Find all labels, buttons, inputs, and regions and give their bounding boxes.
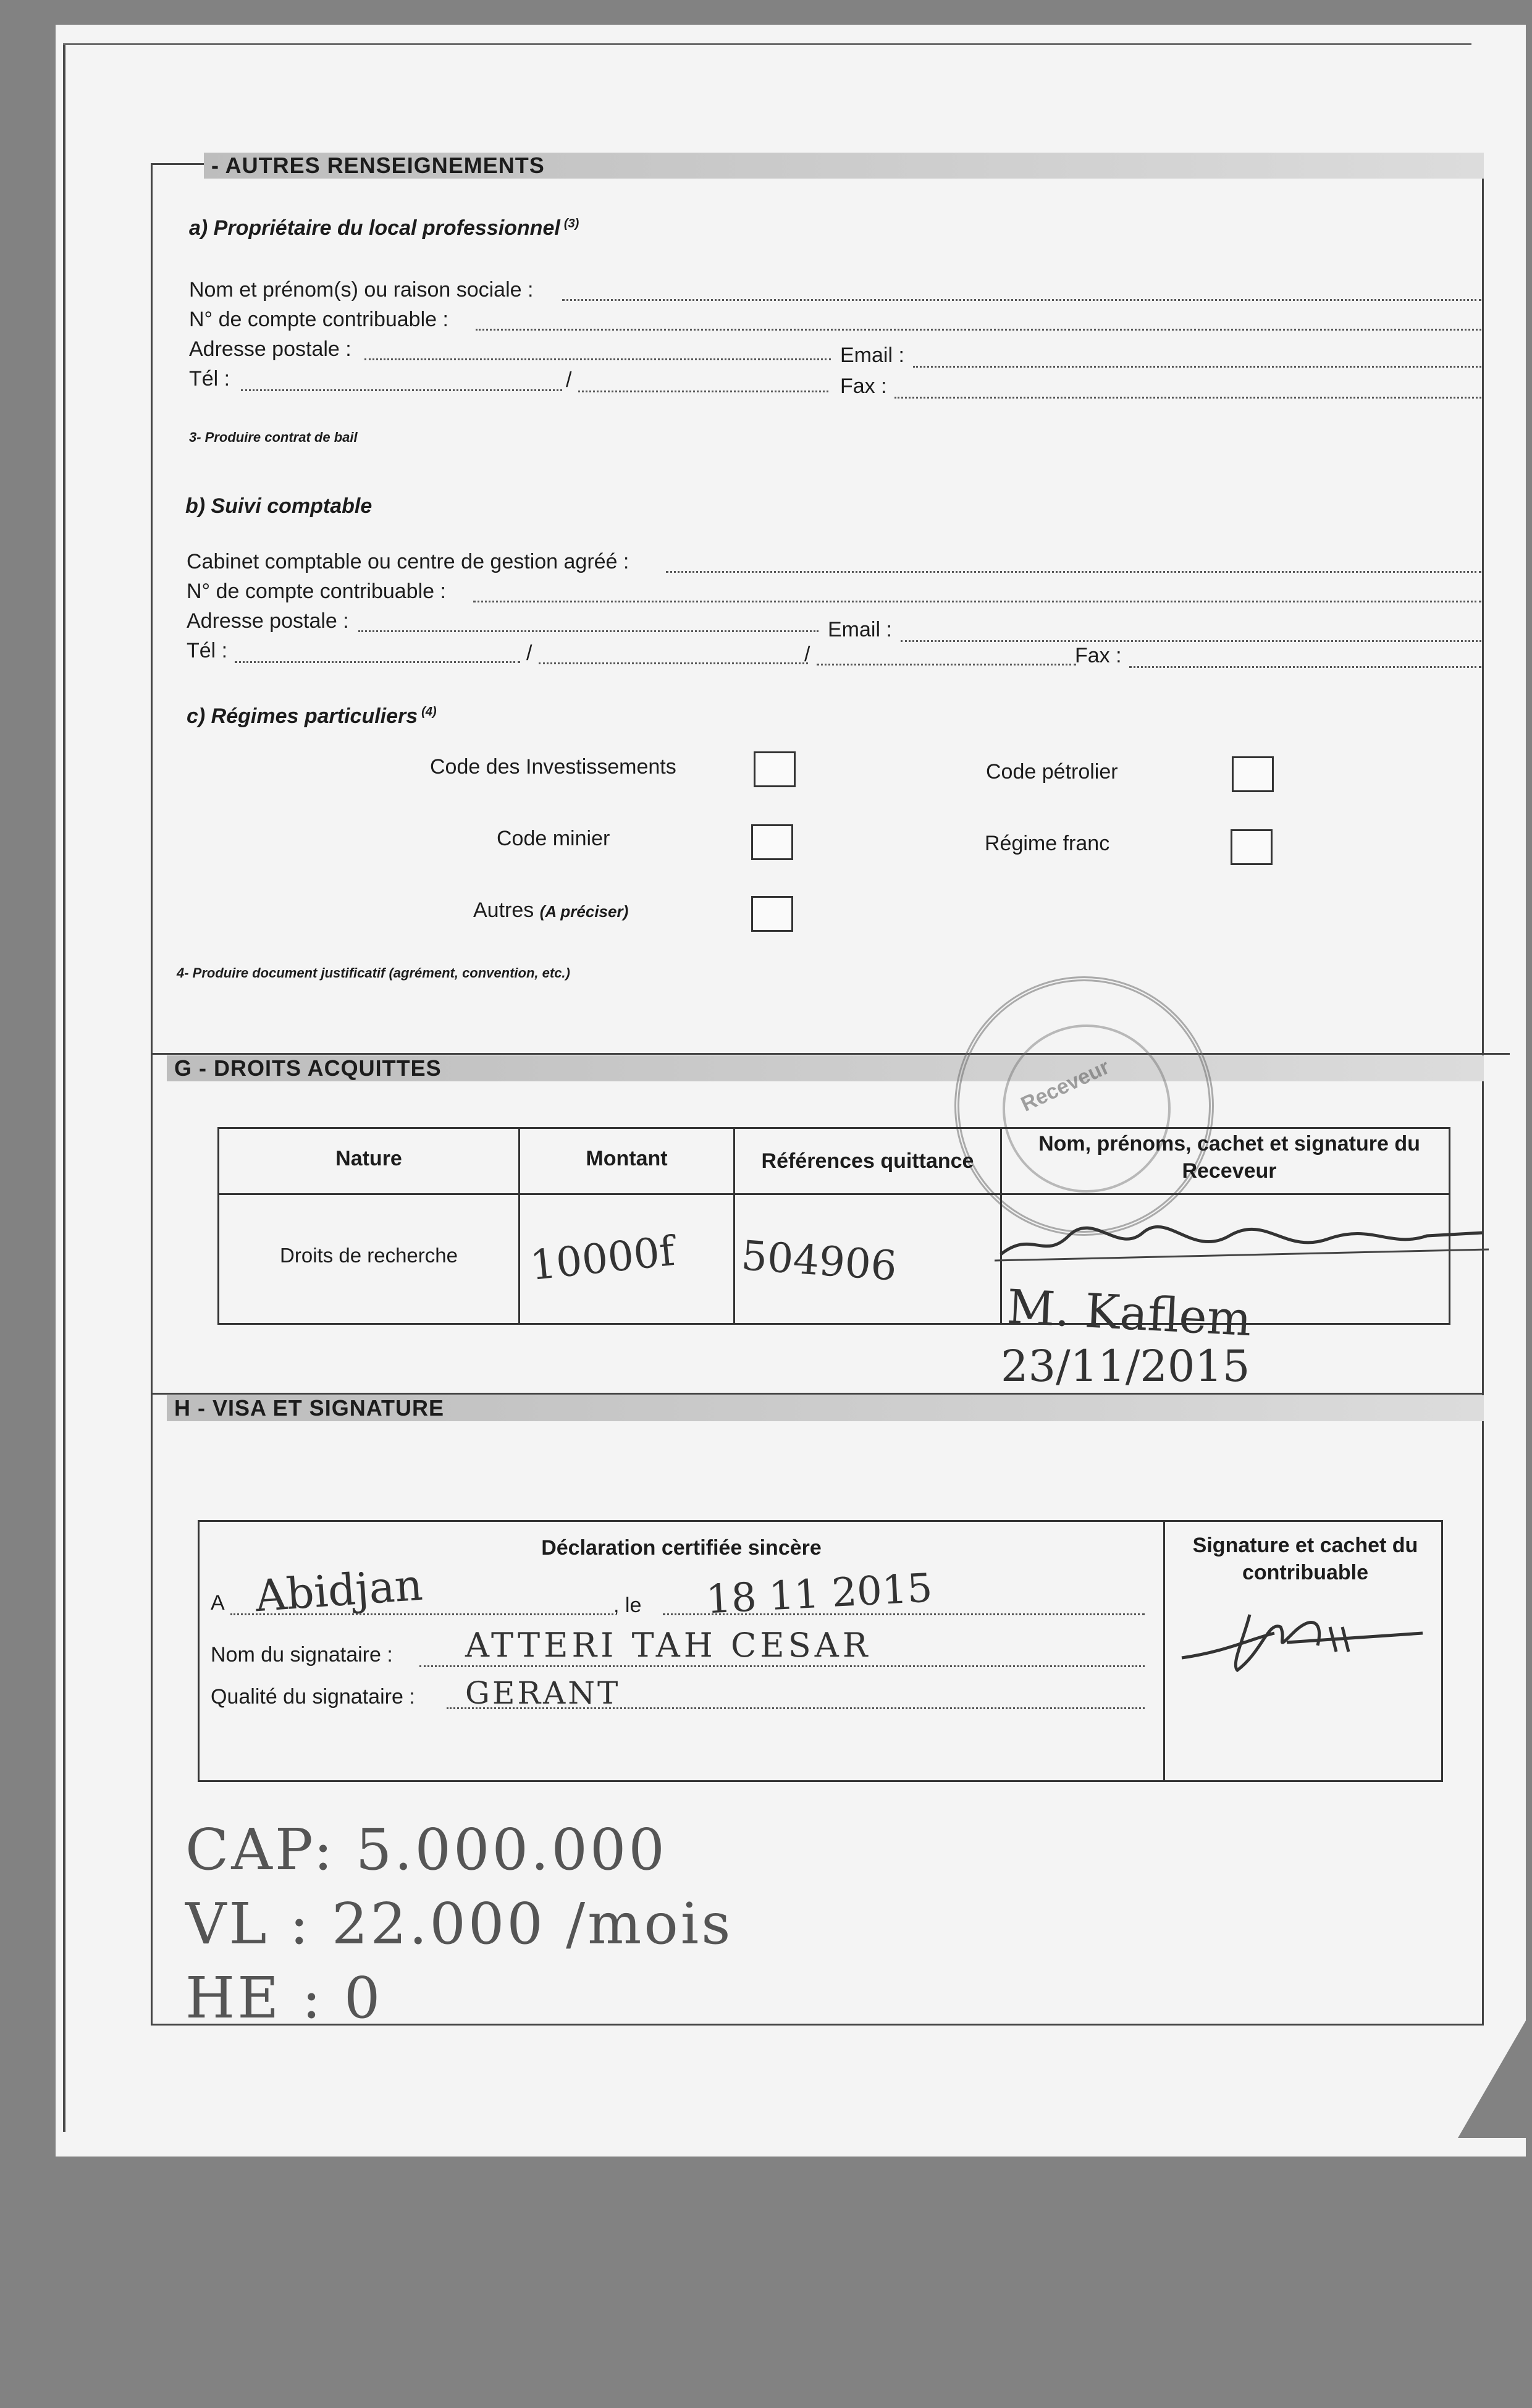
handwritten-place: Abidjan — [253, 1559, 424, 1622]
accounting-account-label: N° de compte contribuable : — [187, 580, 446, 603]
regime-petrolier-label: Code pétrolier — [986, 760, 1118, 784]
accounting-email-field[interactable] — [901, 640, 1481, 642]
owner-email-label: Email : — [840, 344, 904, 367]
regime-autres-hint: (A préciser) — [539, 902, 629, 921]
accounting-fax-field[interactable] — [1129, 666, 1481, 668]
section-h-title: H - VISA ET SIGNATURE — [167, 1395, 1484, 1421]
regime-minier-checkbox[interactable] — [751, 824, 793, 860]
accounting-address-field[interactable] — [358, 630, 819, 632]
owner-email-field[interactable] — [913, 366, 1481, 368]
handwritten-note-3: HE : 0 — [185, 1965, 383, 2031]
col-header-montant: Montant — [586, 1147, 668, 1170]
accounting-heading: b) Suivi comptable — [185, 494, 372, 518]
regime-autres-label — [473, 898, 628, 923]
regime-franc-checkbox[interactable] — [1231, 829, 1273, 865]
regime-franc-label: Régime franc — [985, 832, 1110, 855]
section-f-title: - AUTRES RENSEIGNEMENTS — [204, 153, 1484, 179]
accounting-address-label: Adresse postale : — [187, 609, 349, 633]
place-label: A — [211, 1591, 225, 1615]
owner-heading-text: a) Propriétaire du local professionnel — [189, 216, 560, 240]
regimes-footnote: 4- Produire document justificatif (agrément, convention, etc.) — [177, 965, 570, 981]
owner-tel-slash: / — [566, 368, 572, 392]
stamp-text: Receveur — [1017, 1055, 1113, 1117]
handwritten-reference: 504906 — [739, 1231, 899, 1290]
regime-autres-checkbox[interactable] — [751, 896, 793, 932]
handwritten-receveur-name: M. Kaflem — [1005, 1278, 1253, 1347]
accounting-account-field[interactable] — [473, 601, 1481, 602]
regime-petrolier-checkbox[interactable] — [1232, 756, 1274, 792]
owner-account-label: N° de compte contribuable : — [189, 308, 448, 331]
col-header-receveur: Nom, prénoms, cachet et signature du Receveur — [1038, 1132, 1420, 1183]
accounting-tel-slash-2: / — [804, 643, 810, 666]
signature-box-title: Signature et cachet du contribuable — [1192, 1534, 1418, 1584]
owner-footnote: 3- Produire contrat de bail — [189, 429, 358, 445]
owner-heading — [189, 216, 579, 240]
regimes-note-ref: (4) — [421, 704, 437, 719]
col-header-nature: Nature — [335, 1147, 402, 1170]
handwritten-montant: 10000f — [528, 1227, 677, 1290]
regime-investissements-checkbox[interactable] — [754, 751, 796, 787]
contribuable-signature — [1176, 1596, 1435, 1683]
receveur-signature — [995, 1211, 1501, 1273]
owner-address-field[interactable] — [364, 358, 831, 360]
signatory-label: Nom du signataire : — [211, 1643, 393, 1667]
accounting-tel-label: Tél : — [187, 639, 228, 662]
regime-minier-label: Code minier — [497, 827, 610, 850]
handwritten-signatory: ATTERI TAH CESAR — [465, 1626, 872, 1665]
handwritten-quality: GERANT — [465, 1675, 621, 1711]
handwritten-note-1: CAP: 5.000.000 — [185, 1817, 667, 1883]
quality-label: Qualité du signataire : — [211, 1685, 415, 1709]
page-edge-top — [63, 43, 1471, 45]
owner-address-label: Adresse postale : — [189, 337, 351, 361]
accounting-tel-field-1[interactable] — [235, 661, 520, 663]
visa-box — [198, 1520, 1443, 1782]
handwritten-date: 18 11 2015 — [705, 1565, 934, 1623]
table-header-rule — [219, 1193, 1449, 1195]
cell-nature: Droits de recherche — [280, 1244, 458, 1267]
accounting-fax-label: Fax : — [1075, 644, 1122, 667]
visa-box-divider — [1163, 1522, 1165, 1780]
accounting-cabinet-field[interactable] — [666, 571, 1481, 573]
regimes-heading-text: c) Régimes particuliers — [187, 704, 418, 728]
page-curl — [1458, 2021, 1526, 2138]
section-g-rule — [151, 1053, 1510, 1055]
regime-investissements-label: Code des Investissements — [430, 755, 676, 779]
date-label: , le — [613, 1594, 642, 1617]
accounting-email-label: Email : — [828, 618, 892, 641]
regime-autres-text: Autres — [473, 898, 534, 922]
owner-tel-field-2[interactable] — [578, 391, 828, 392]
accounting-tel-slash-1: / — [526, 641, 532, 665]
declaration-title: Déclaration certifiée sincère — [541, 1536, 822, 1560]
page-edge-left — [63, 43, 65, 2132]
owner-name-label: Nom et prénom(s) ou raison sociale : — [189, 278, 534, 302]
regimes-heading — [187, 704, 437, 729]
accounting-cabinet-label: Cabinet comptable ou centre de gestion agréé : — [187, 550, 629, 573]
owner-fax-field[interactable] — [894, 397, 1481, 399]
owner-fax-label: Fax : — [840, 374, 887, 398]
handwritten-note-2: VL : 22.000 /mois — [185, 1891, 733, 1957]
accounting-tel-field-2[interactable] — [539, 662, 808, 664]
owner-tel-label: Tél : — [189, 367, 230, 391]
owner-name-field[interactable] — [562, 299, 1481, 301]
col-header-references: Références quittance — [761, 1149, 974, 1173]
section-h-rule — [151, 1393, 1484, 1395]
handwritten-receveur-date: 23/11/2015 — [1001, 1341, 1250, 1392]
owner-tel-field-1[interactable] — [241, 389, 562, 391]
signatory-field[interactable] — [419, 1665, 1145, 1667]
form-page — [56, 25, 1526, 2157]
accounting-tel-field-3[interactable] — [817, 664, 1076, 665]
owner-account-field[interactable] — [476, 329, 1481, 331]
section-g-title: G - DROITS ACQUITTES — [167, 1055, 1484, 1081]
owner-note-ref: (3) — [563, 216, 579, 230]
